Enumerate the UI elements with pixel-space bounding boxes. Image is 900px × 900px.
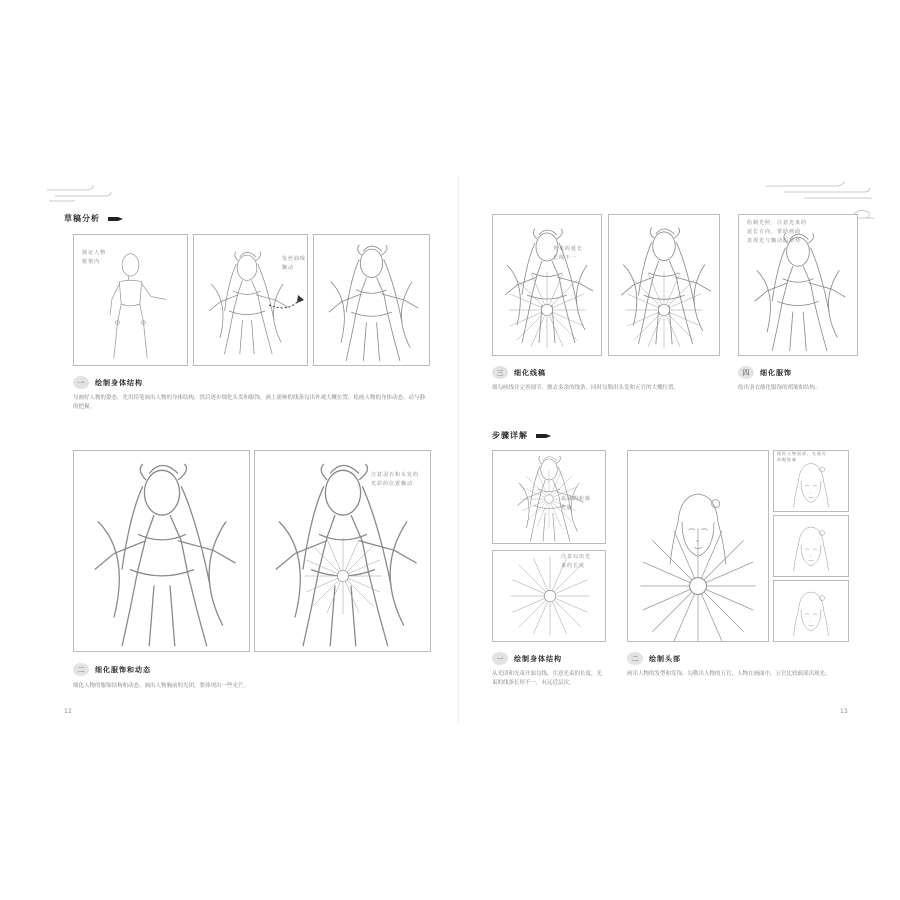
detail-step-one-heading [492, 652, 562, 665]
step-number: 一 [73, 376, 89, 389]
sketch-panel-4 [73, 450, 250, 652]
step-title: 绘制头部 [649, 654, 681, 663]
detail-panel-face-3 [773, 580, 849, 642]
sketch-panel-2 [193, 234, 308, 366]
step-title: 绘制身体结构 [95, 378, 143, 387]
step-title: 细化服饰 [760, 368, 792, 377]
step-three-heading [492, 366, 546, 379]
sketch-panel-top-3 [738, 214, 858, 356]
step-four-heading [738, 366, 792, 379]
panel-note: 描绘人物面部，先画好 眉眼轮廓 [777, 451, 827, 462]
step-title: 细化服饰和动态 [95, 665, 151, 674]
step-three-text: 细勾画线并完善细节，擦去多余的线条，同时勾勒出头发和五官的大概位置。 [492, 385, 680, 391]
step-two-heading [73, 663, 151, 676]
step-number: 一 [492, 652, 508, 665]
page-number-left: 12 [64, 708, 72, 715]
panel-note: 发丝曲线 飘动 [282, 256, 307, 271]
step-number: 三 [492, 366, 508, 379]
sketch-panel-top-1 [492, 214, 602, 356]
detail-panel-large [627, 450, 769, 642]
section-title-draft-analysis: 草稿分析 [64, 213, 124, 224]
step-one-text: 勾画好人物的姿态，先用铅笔画出人物的身体结构，然后逐步细化头发和服饰，画上流畅的线条勾出外观大概位置，绘画人物的身体动态，动与静的把握。 [73, 395, 426, 410]
sketch-panel-5 [254, 450, 431, 652]
sketch-panel-1 [73, 234, 188, 366]
step-number: 二 [627, 652, 643, 665]
detail-step-two-heading [627, 652, 681, 665]
panel-note: 光球的轮廓 光影 [561, 496, 592, 511]
step-four-text: 绘出羽衣细化服饰的褶皱和结构。 [738, 385, 821, 391]
pencil-icon [108, 216, 124, 222]
detail-step-two-text: 画出人物的发型和发饰，勾勒出人物的五官，人物在画面中，五官比较面部出现光。 [627, 671, 831, 677]
detail-panel-1 [492, 450, 606, 544]
step-two-text: 细化人物的服饰结构和动态，画出人物胸前的光团，要体现出一些光芒。 [73, 683, 250, 689]
detail-step-one-text: 从光团和光束开始勾线，注意光束的长度，光束的线条长短不一，有远近层次。 [492, 671, 603, 686]
page-number-right: 13 [840, 708, 848, 715]
cloud-ornament-left [45, 182, 115, 204]
sketch-panel-3 [313, 234, 430, 366]
pencil-icon [536, 433, 552, 439]
panel-note: 锁定人物 框架内 [82, 250, 107, 265]
step-number: 二 [73, 663, 89, 676]
detail-panel-face-2 [773, 515, 849, 577]
detail-panel-face-1 [773, 450, 849, 512]
panel-note: 光束的延长 长线不一 [553, 246, 584, 261]
step-title: 细化线稿 [514, 368, 546, 377]
panel-note: 绘制光照，注意光束的 延长方向，帮助画面 表现光与飘动的动势 [747, 220, 808, 244]
panel-note: 注意勾出光 束的长度 [561, 554, 592, 569]
step-number: 四 [738, 366, 754, 379]
section-title-step-details: 步骤详解 [492, 430, 552, 441]
panel-note: 注意羽衣和头发的 光彩的位置飘动 [371, 472, 420, 487]
step-one-heading [73, 376, 143, 389]
step-title: 绘制身体结构 [514, 654, 562, 663]
detail-panel-2 [492, 550, 606, 642]
sketch-panel-top-2 [608, 214, 720, 356]
page-gutter [458, 175, 459, 723]
